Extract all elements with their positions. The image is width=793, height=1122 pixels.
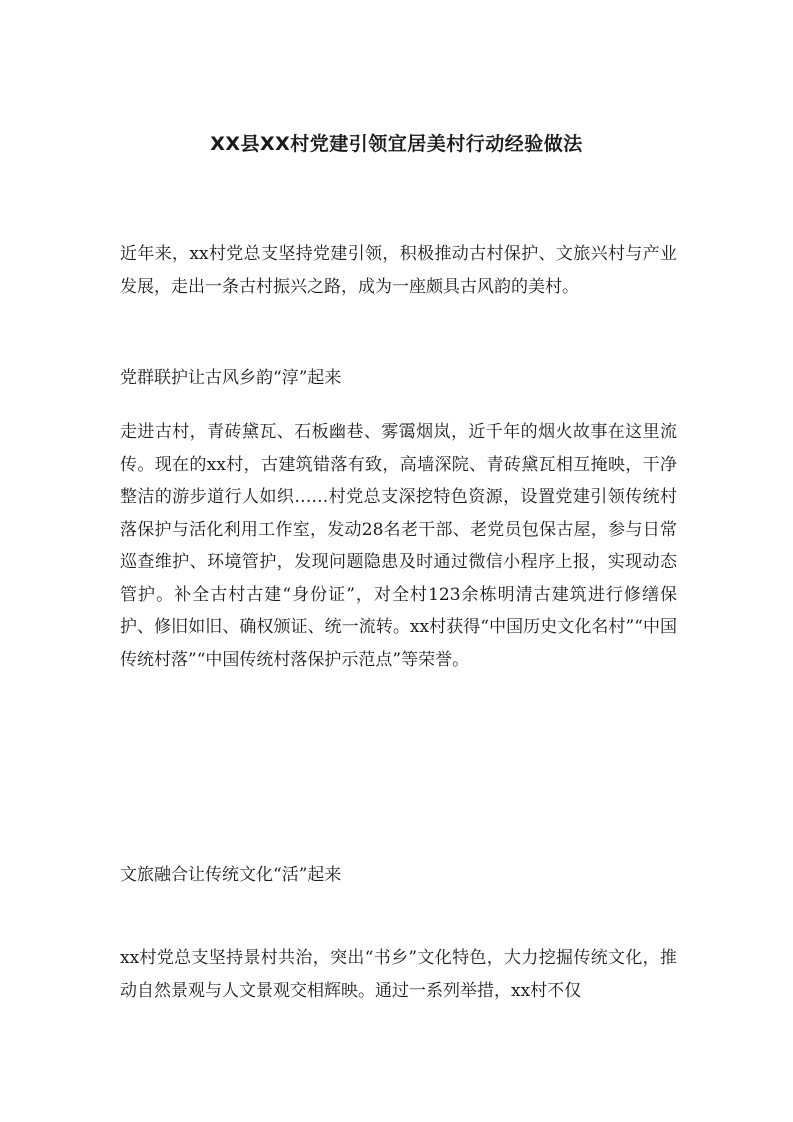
section-heading-1: 党群联护让古风乡韵“淳”起来 xyxy=(120,368,342,388)
section-heading-2: 文旅融合让传统文化“活”起来 xyxy=(120,865,342,885)
section-body-2: xx村党总支坚持景村共治，突出“书乡”文化特色，大力挖掘传统文化，推动自然景观与人文景观交相辉映。通过一系列举措，xx村不仅 xyxy=(120,948,677,1001)
document-title: XX县XX村党建引领宜居美村行动经验做法 xyxy=(210,133,583,155)
section-body-1: 走进古村，青砖黛瓦、石板幽巷、雾霭烟岚，近千年的烟火故事在这里流传。现在的xx村，古建筑错落有致，高墙深院、青砖黛瓦相互掩映，干净整洁的游步道行人如织……村党总支深挖特色资源，设置党建引领传统村落保护与活化利用工作室，发动28名老干部、老党员包保古屋，参与日常巡查维护、环境管护，发现问题隐患及时通过微信小程序上报，实现动态管护。补全古村古建“身份证”，对全村123余栋明清古建筑进行修缮保护、修旧如旧、确权颁证、统一流转。xx村获得“中国历史文化名村”“中国传统村落”“中国传统村落保护示范点”等荣誉。 xyxy=(120,422,677,670)
intro-paragraph: 近年来，xx村党总支坚持党建引领，积极推动古村保护、文旅兴村与产业发展，走出一条古村振兴之路，成为一座颇具古风韵的美村。 xyxy=(120,244,677,297)
